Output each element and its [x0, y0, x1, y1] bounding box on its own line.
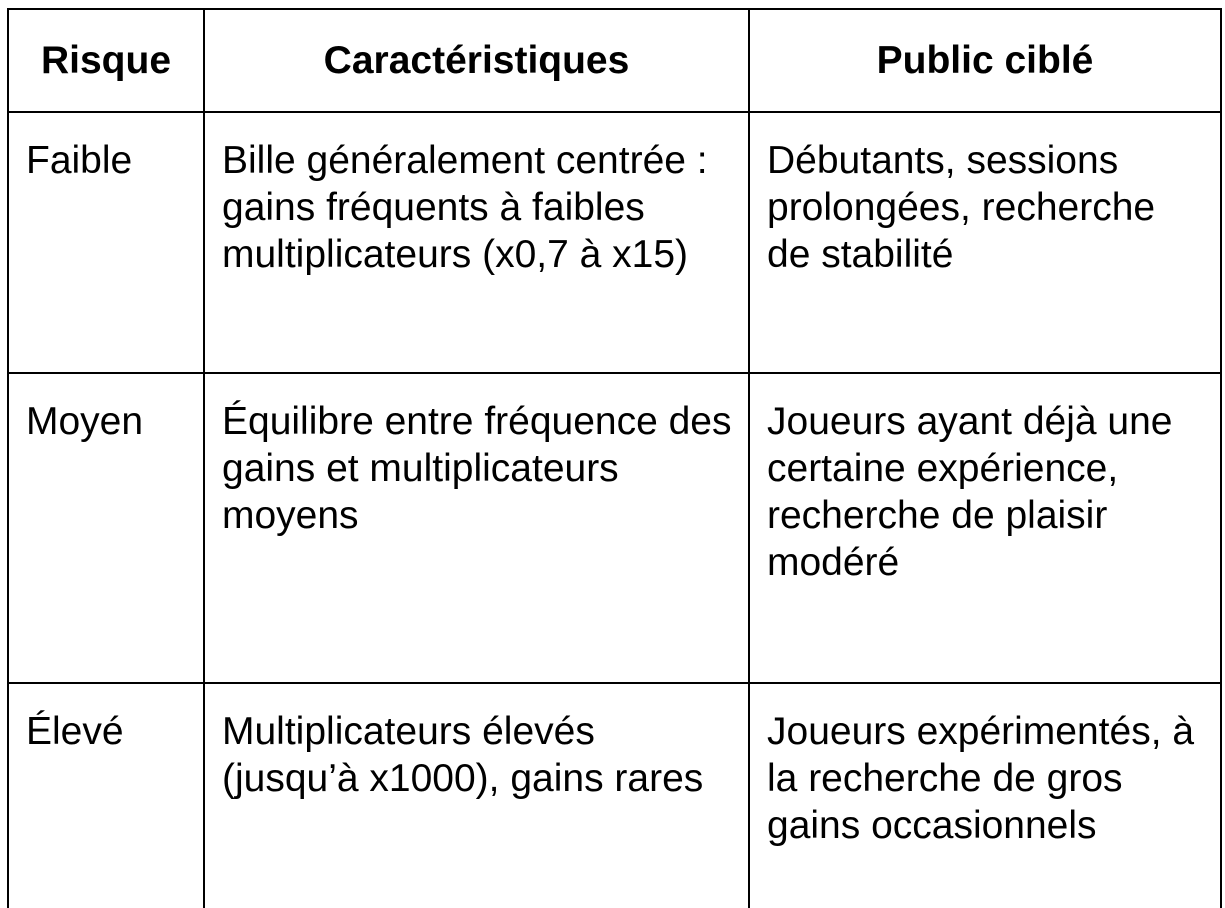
- characteristics-cell: Équilibre entre fréquence des gains et multiplicateurs moyens: [204, 373, 749, 683]
- table-row: [8, 112, 1221, 373]
- characteristics-cell: Multiplicateurs élevés (jusqu’à x1000), gains rares: [204, 683, 749, 908]
- risk-cell: Faible: [8, 112, 204, 373]
- characteristics-cell: Bille généralement centrée : gains fréquents à faibles multiplicateurs (x0,7 à x15): [204, 112, 749, 373]
- table-row: [8, 373, 1221, 683]
- table-header-row: [8, 9, 1221, 112]
- header-risk: Risque: [8, 9, 204, 112]
- audience-cell: Débutants, sessions prolongées, recherche de stabilité: [749, 112, 1221, 373]
- header-characteristics: Caractéristiques: [204, 9, 749, 112]
- header-audience: Public ciblé: [749, 9, 1221, 112]
- audience-cell: Joueurs expérimentés, à la recherche de gros gains occasionnels: [749, 683, 1221, 908]
- risk-cell: Élevé: [8, 683, 204, 908]
- audience-cell: Joueurs ayant déjà une certaine expérience, recherche de plaisir modéré: [749, 373, 1221, 683]
- table-row: [8, 683, 1221, 908]
- risk-cell: Moyen: [8, 373, 204, 683]
- risk-levels-table: [7, 8, 1222, 908]
